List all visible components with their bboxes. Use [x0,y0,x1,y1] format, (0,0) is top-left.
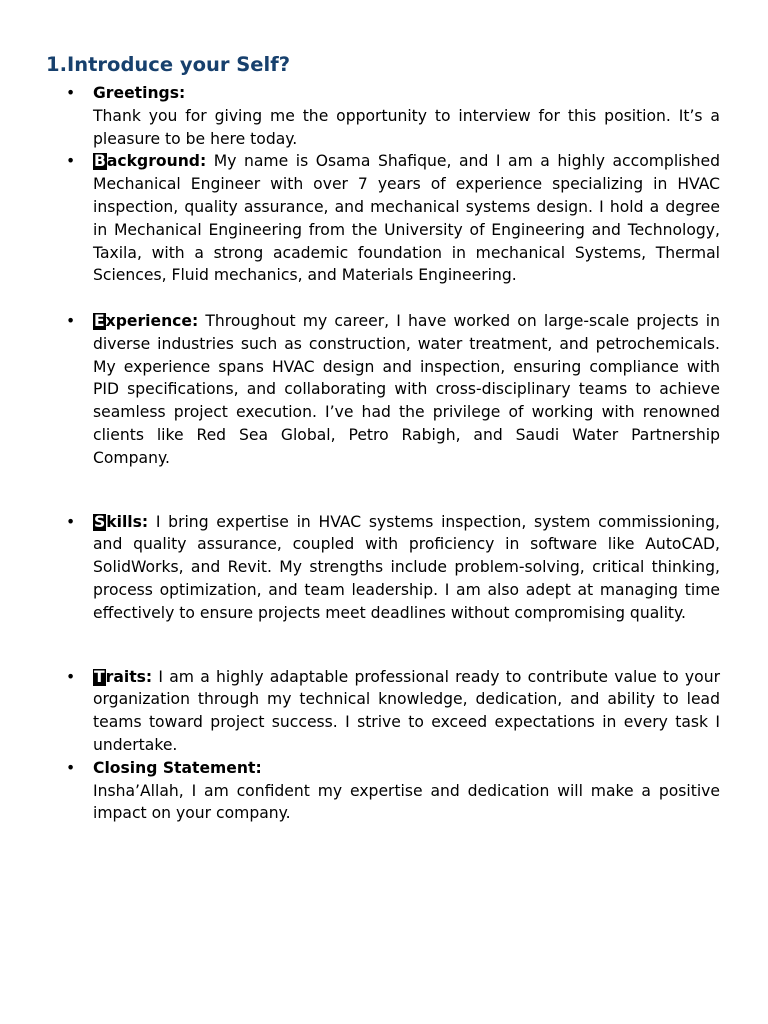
item-label: raits: [105,667,153,686]
item-text: I bring expertise in HVAC systems inspection, system commissioning, and quality assurance, coupled with proficiency in software like AutoCAD, SolidWorks, and Revit. My strengths include problem-solving, critical thinking, process optimization, and team leadership. I am also adept at managing time effectively to ensure projects meet deadlines without compromising quality. [93,512,720,622]
highlighted-initial: B [94,152,106,171]
list-item-skills [66,511,720,625]
list-item-experience [66,310,720,470]
bullet-icon: • [66,667,76,686]
bullet-icon: • [66,758,76,777]
item-label: xperience: [105,311,199,330]
item-label: kills: [106,512,149,531]
highlighted-initial: T [94,667,105,686]
list-item-background [66,150,720,287]
bullet-icon: • [66,512,76,531]
bullet-icon: • [66,311,76,330]
item-text: Throughout my career, I have worked on large-scale projects in diverse industries such as construction, water treatment, and petrochemicals. My experience spans HVAC design and inspection, ensuring compliance with PID specifications, and collaborating with cross-disciplinary teams to achieve seamless project execution. I’ve had the privilege of working with renowned clients like Red Sea Global, Petro Rabigh, and Saudi Water Partnership Company. [93,311,720,467]
item-text: Insha’Allah, I am confident my expertise and dedication will make a positive impact on your company. [93,781,720,823]
list-item-traits [66,666,720,757]
item-label: Closing Statement: [93,758,262,777]
highlighted-initial: E [94,311,105,330]
highlighted-initial: S [94,512,106,531]
list-item-closing-statement [66,757,720,825]
answer-list [66,82,720,825]
item-text: I am a highly adaptable professional ready to contribute value to your organization through my technical knowledge, dedication, and ability to lead teams toward project success. I strive to exceed expectations in every task I undertake. [93,667,720,754]
item-text: My name is Osama Shafique, and I am a highly accomplished Mechanical Engineer with over 7 years of experience specializing in HVAC inspection, quality assurance, and mechanical systems design. I hold a degree in Mechanical Engineering from the University of Engineering and Technology, Taxila, with a strong academic foundation in mechanical Systems, Thermal Sciences, Fluid mechanics, and Materials Engineering. [93,152,720,285]
item-label: ackground: [106,152,207,171]
bullet-icon: • [66,152,76,171]
item-label: Greetings: [93,84,186,102]
list-item-greetings [66,82,720,150]
section-heading: 1.Introduce your Self? [46,53,291,76]
bullet-icon: • [66,84,76,102]
item-text: Thank you for giving me the opportunity to interview for this position. It’s a pleasure to be here today. [93,106,720,148]
